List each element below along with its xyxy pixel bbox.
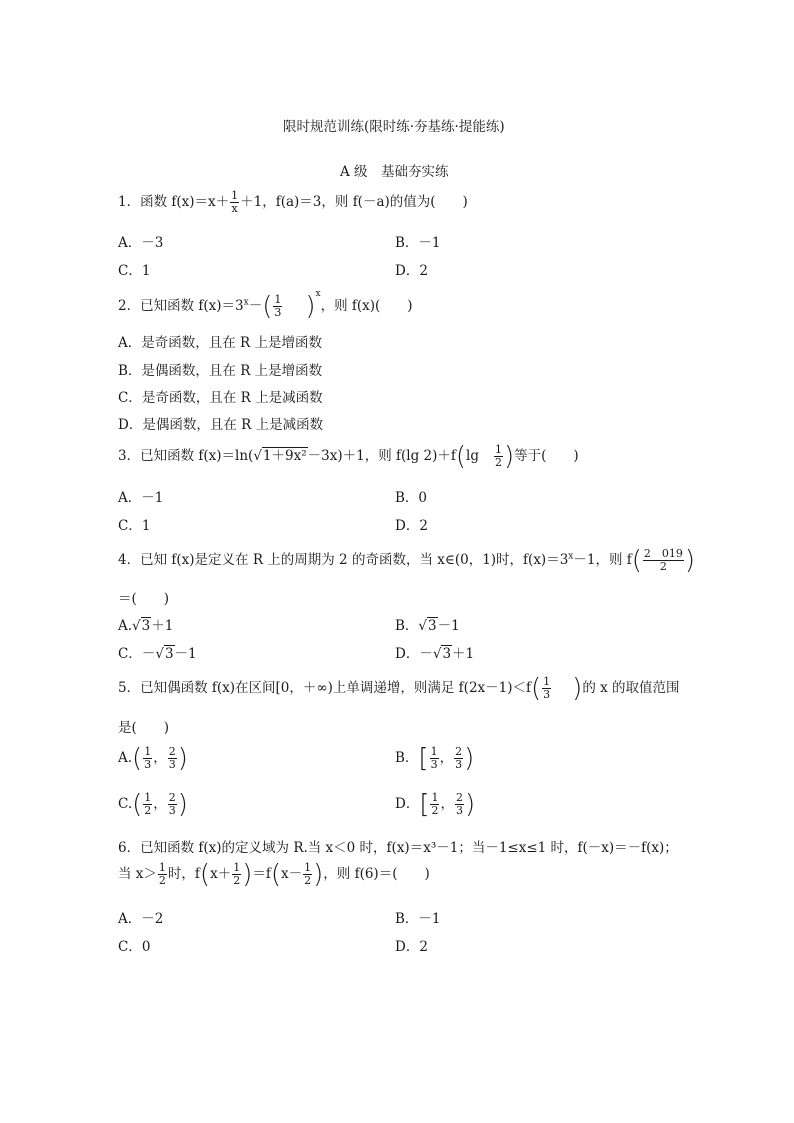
- q5-option-a: A.( $\frac{1}{3}$ ， $\frac{2}{3}$ ): [118, 743, 188, 774]
- q2-option-c: C．是奇函数，且在 R 上是减函数: [118, 390, 323, 406]
- q4-option-d: D．－√3＋1: [395, 646, 475, 662]
- fraction: $\frac{1}{x}$: [231, 189, 239, 215]
- q4-option-c: C．－√3－1: [118, 646, 197, 662]
- q4-option-b: B．√3－1: [395, 618, 460, 634]
- question-1: 1．函数 f(x)＝x＋ $\frac{1}{x}$ ＋1，f(a)＝3，则 f(－a)的值为( ): [118, 189, 468, 215]
- q4-option-a: A.√3＋1: [118, 618, 174, 634]
- question-4: 4．已知 f(x)是定义在 R 上的周期为 2 的奇函数，当 x∈(0，1)时，$f(x)=3^x-1$，则 f( $\frac{2 019}{2}$ ): [118, 545, 696, 576]
- q3-option-a: A．－1: [118, 490, 164, 506]
- q6-option-a: A．－2: [118, 911, 164, 927]
- q1-option-d: D．2: [395, 263, 428, 279]
- q5-option-d: D．[ $\frac{1}{2}$ ， $\frac{2}{3}$ ): [395, 789, 476, 820]
- q6-option-c: C．0: [118, 939, 151, 955]
- q1-option-a: A．－3: [118, 235, 164, 251]
- section-heading: A 级 基础夯实练: [340, 164, 449, 180]
- q1-option-c: C．1: [118, 263, 151, 279]
- q5-option-b: B．[ $\frac{1}{3}$ ， $\frac{2}{3}$ ): [395, 743, 475, 774]
- q3-option-b: B．0: [395, 490, 428, 506]
- question-6-cont: 当 x＞ $\frac{1}{2}$ 时，f(x＋ $\frac{1}{2}$ )＝f(x－ $\frac{1}{2}$ )，则 f(6)＝( ): [118, 859, 430, 890]
- question-2: 2．已知函数 $f(x)=3^x-$( $\frac{1}{3}$ )$^x$，则 f(x)( ): [118, 289, 413, 322]
- q5-option-c: C.( $\frac{1}{2}$ ， $\frac{2}{3}$ ): [118, 789, 188, 820]
- q2-option-d: D．是偶函数，且在 R 上是减函数: [118, 417, 324, 433]
- q1-option-b: B．－1: [395, 235, 441, 251]
- q3-option-d: D．2: [395, 518, 428, 534]
- q6-option-b: B．－1: [395, 911, 441, 927]
- q2-option-a: A．是奇函数，且在 R 上是增函数: [118, 335, 322, 351]
- question-5-cont: 是( ): [118, 720, 170, 736]
- q3-option-c: C．1: [118, 518, 151, 534]
- question-4-cont: ＝( ): [118, 591, 170, 607]
- q2-option-b: B．是偶函数，且在 R 上是增函数: [118, 363, 323, 379]
- page-title: 限时规范训练(限时练·夯基练·提能练): [283, 119, 505, 135]
- q6-option-d: D．2: [395, 939, 428, 955]
- question-3: 3．已知函数 f(x)＝ln(√1＋9x²－3x)＋1，则 f(lg 2)＋f(lg $\frac{1}{2}$ )等于( ): [118, 441, 579, 472]
- question-5: 5．已知偶函数 f(x)在区间[0，＋∞)上单调递增，则满足 f(2x－1)＜f( $\frac{1}{3}$ )的 x 的取值范围: [118, 673, 680, 704]
- question-6: 6．已知函数 f(x)的定义域为 R.当 x＜0 时，f(x)＝x³－1；当－1≤x≤1 时，f(－x)＝－f(x)；: [118, 840, 678, 856]
